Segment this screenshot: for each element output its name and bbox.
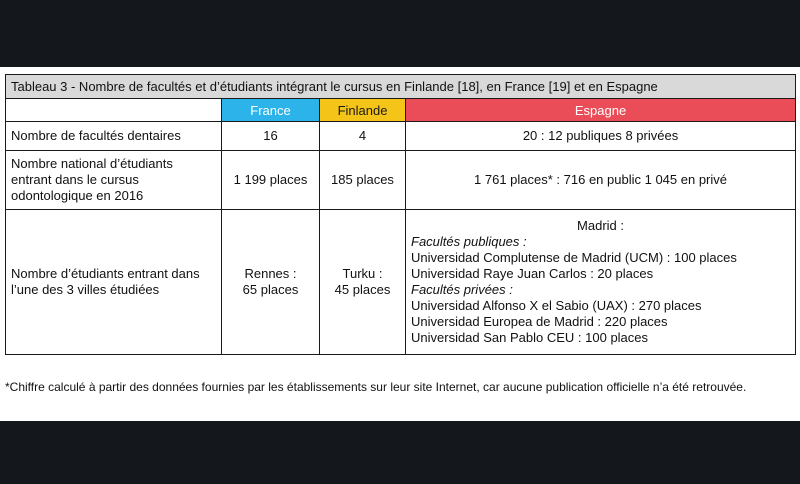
cell-espagne: 20 : 12 publiques 8 privées <box>406 122 796 151</box>
header-france: France <box>222 99 320 122</box>
cell-espagne <box>406 210 796 355</box>
table-row <box>6 210 796 355</box>
private-heading: Facultés privées : <box>411 282 513 297</box>
finlande-city: Turku : <box>342 266 383 281</box>
cell-france: 1 199 places <box>222 151 320 210</box>
header-espagne: Espagne <box>406 99 796 122</box>
row-label: Nombre national d’étudiants entrant dans le cursus odontologique en 2016 <box>6 151 222 210</box>
private-line: Universidad Europea de Madrid : 220 places <box>411 314 668 329</box>
private-line: Universidad Alfonso X el Sabio (UAX) : 270 places <box>411 298 702 313</box>
private-line: Universidad San Pablo CEU : 100 places <box>411 330 649 345</box>
france-places: 65 places <box>242 282 299 297</box>
public-line: Universidad Complutense de Madrid (UCM) : 100 places <box>411 250 737 265</box>
table-caption: Tableau 3 - Nombre de facultés et d’étudiants intégrant le cursus en Finlande [18], en France [19] et en Espagne <box>6 75 796 99</box>
finlande-places: 45 places <box>334 282 391 297</box>
document-page <box>0 67 800 421</box>
public-heading: Facultés publiques : <box>411 234 527 249</box>
cell-france: 16 <box>222 122 320 151</box>
cell-finlande: 4 <box>320 122 406 151</box>
row-label: Nombre d’étudiants entrant dans l’une des 3 villes étudiées <box>6 210 222 355</box>
cell-france <box>222 210 320 355</box>
espagne-city: Madrid : <box>577 218 624 233</box>
header-finlande: Finlande <box>320 99 406 122</box>
table-row <box>6 122 796 151</box>
footnote: *Chiffre calculé à partir des données fournies par les établissements sur leur site Internet, car aucune publication officielle n’a été retrouvée. <box>5 380 747 394</box>
cell-finlande <box>320 210 406 355</box>
france-city: Rennes : <box>244 266 297 281</box>
table-row <box>6 151 796 210</box>
header-blank-cell <box>6 99 222 122</box>
row-label: Nombre de facultés dentaires <box>6 122 222 151</box>
cell-espagne: 1 761 places* : 716 en public 1 045 en privé <box>406 151 796 210</box>
comparison-table <box>5 74 796 355</box>
cell-finlande: 185 places <box>320 151 406 210</box>
public-line: Universidad Raye Juan Carlos : 20 places <box>411 266 654 281</box>
